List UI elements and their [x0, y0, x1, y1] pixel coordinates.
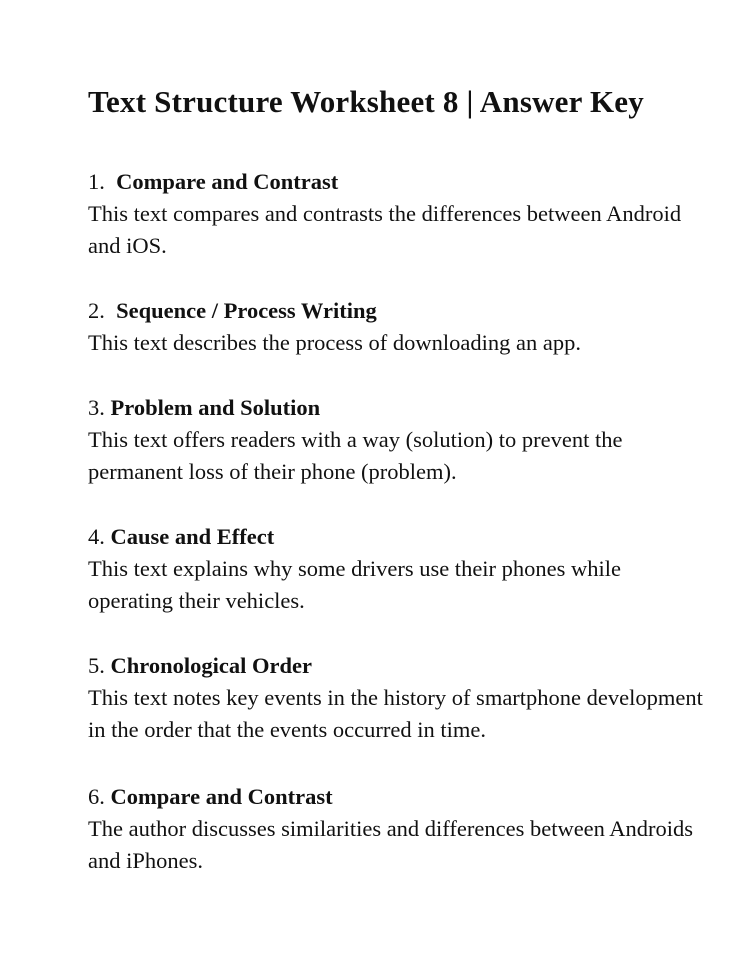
answer-structure-4: Cause and Effect — [110, 524, 275, 549]
answer-item-1 — [88, 166, 708, 262]
answer-heading-2 — [88, 295, 708, 327]
answer-item-5 — [88, 650, 708, 746]
answer-explanation-5: This text notes key events in the history of smartphone development in the order that the events occurred in time. — [88, 685, 703, 742]
answer-number-5: 5. — [88, 653, 105, 678]
answer-heading-4 — [88, 521, 708, 553]
answer-structure-3: Problem and Solution — [110, 395, 321, 420]
answer-explanation-3: This text offers readers with a way (solution) to prevent the permanent loss of their phone (problem). — [88, 427, 623, 484]
answer-item-6 — [88, 781, 708, 877]
answer-explanation-4: This text explains why some drivers use their phones while operating their vehicles. — [88, 556, 622, 613]
answer-explanation-1: This text compares and contrasts the differences between Android and iOS. — [88, 201, 682, 258]
answer-number-2: 2. — [88, 298, 105, 323]
answer-number-1: 1. — [88, 169, 105, 194]
answer-item-3 — [88, 392, 708, 488]
answer-structure-1: Compare and Contrast — [116, 169, 339, 194]
answer-number-4: 4. — [88, 524, 105, 549]
answer-item-4 — [88, 521, 708, 617]
answer-structure-2: Sequence / Process Writing — [116, 298, 377, 323]
answer-heading-6 — [88, 781, 708, 813]
answer-explanation-6: The author discusses similarities and differences between Androids and iPhones. — [88, 816, 694, 873]
answer-number-6: 6. — [88, 784, 105, 809]
answer-item-2 — [88, 295, 708, 359]
answer-heading-5 — [88, 650, 708, 682]
answer-number-3: 3. — [88, 395, 105, 420]
answer-structure-5: Chronological Order — [110, 653, 312, 678]
answer-heading-1 — [88, 166, 708, 198]
answer-heading-3 — [88, 392, 708, 424]
answer-separator-2 — [105, 298, 116, 323]
answer-structure-6: Compare and Contrast — [110, 784, 333, 809]
answer-separator-1 — [105, 169, 116, 194]
page-title: Text Structure Worksheet 8 | Answer Key — [88, 84, 644, 119]
answer-explanation-2: This text describes the process of downloading an app. — [88, 330, 582, 355]
